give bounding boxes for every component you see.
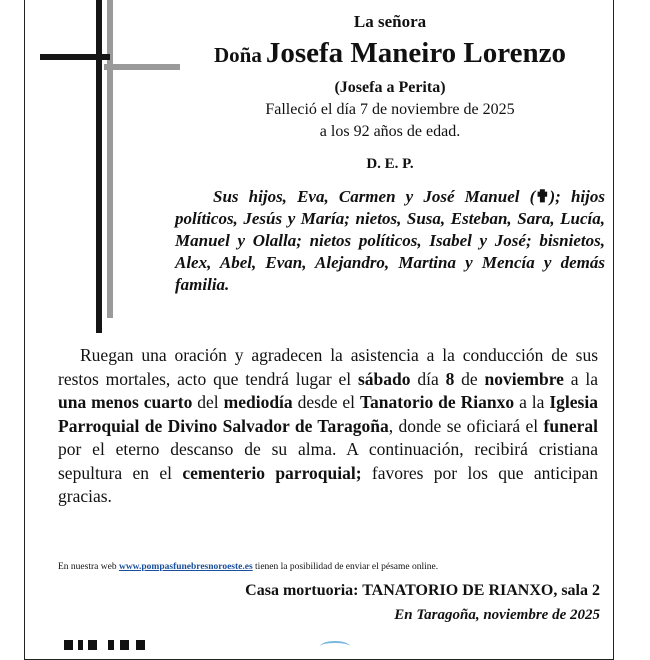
body-text-segment: por el eterno descanso de su alma. A continuación, recibirá cristiana sepultura en el bbox=[58, 439, 598, 483]
body-highlight: mediodía bbox=[223, 392, 293, 412]
body-text-segment: Ruegan una oración y agradecen la asistencia a la conducción de sus restos mortales, acto que tendrá lugar el bbox=[58, 345, 598, 389]
title-la-senora: La señora bbox=[353, 12, 427, 31]
body-highlight: Tanatorio de Rianxo bbox=[359, 392, 515, 412]
web-prefix: En nuestra web bbox=[58, 562, 119, 572]
age-at-death: a los 92 años de edad. bbox=[319, 123, 461, 140]
casa-mortuoria: Casa mortuoria: TANATORIO DE RIANXO, sala 2 bbox=[245, 582, 600, 599]
cross-gray-vertical bbox=[107, 0, 113, 318]
body-highlight: una menos cuarto bbox=[58, 392, 193, 412]
body-text-segment: , donde se oficiará el bbox=[388, 415, 544, 436]
family-intro: Sus hijos, Eva, Carmen y José Manuel ( bbox=[213, 187, 536, 206]
small-cross-icon: ✟ bbox=[535, 187, 550, 206]
latin-cross-icon bbox=[40, 0, 150, 340]
deceased-alias: (Josefa a Perita) bbox=[334, 79, 446, 96]
honorific: Doña bbox=[213, 43, 262, 67]
notice-header bbox=[150, 10, 630, 175]
website-link[interactable]: www.pompasfunebresnoroeste.es bbox=[118, 562, 253, 572]
qr-code-icon bbox=[64, 640, 150, 650]
body-highlight: noviembre bbox=[484, 368, 564, 389]
web-note bbox=[58, 561, 618, 573]
body-highlight: 8 bbox=[445, 368, 455, 389]
family-rest: ); hijos políticos, Jesús y María; nietos, Susa, Esteban, Sara, Lucía, Manuel y Olalla; nietos políticos, Isabel y José; bisnietos, Alex, Abel, Evan, Alejandro, Martina y Mencía y demás familia. bbox=[175, 187, 605, 294]
body-text-segment: a la bbox=[563, 368, 598, 389]
body-text-segment: desde el bbox=[292, 392, 360, 412]
deceased-name: Josefa Maneiro Lorenzo bbox=[265, 37, 566, 69]
body-highlight: sábado bbox=[358, 368, 411, 389]
cross-black-vertical bbox=[96, 0, 102, 333]
family-list bbox=[175, 186, 605, 296]
body-text-segment: de bbox=[454, 368, 485, 389]
wave-logo-icon bbox=[320, 641, 350, 652]
place-date: En Taragoña, noviembre de 2025 bbox=[394, 607, 600, 623]
body-highlight: cementerio parroquial; bbox=[182, 462, 362, 483]
body-text-segment: a la bbox=[514, 392, 550, 412]
death-date: Falleció el día 7 de noviembre de 2025 bbox=[265, 101, 515, 118]
body-text-segment: favores por los que anticipan gracias. bbox=[58, 462, 598, 506]
rip-abbreviation: D. E. P. bbox=[366, 156, 414, 172]
web-suffix: tienen la posibilidad de enviar el pésame online. bbox=[252, 562, 439, 572]
body-highlight: Iglesia Parroquial de Divino Salvador de Taragoña bbox=[58, 392, 598, 436]
ceremony-details bbox=[58, 344, 598, 509]
body-text-segment: del bbox=[192, 392, 224, 412]
deceased-name-line bbox=[150, 34, 630, 77]
body-highlight: funeral bbox=[543, 415, 598, 436]
body-text-segment: día bbox=[410, 368, 446, 389]
cross-black-horizontal bbox=[40, 54, 110, 60]
